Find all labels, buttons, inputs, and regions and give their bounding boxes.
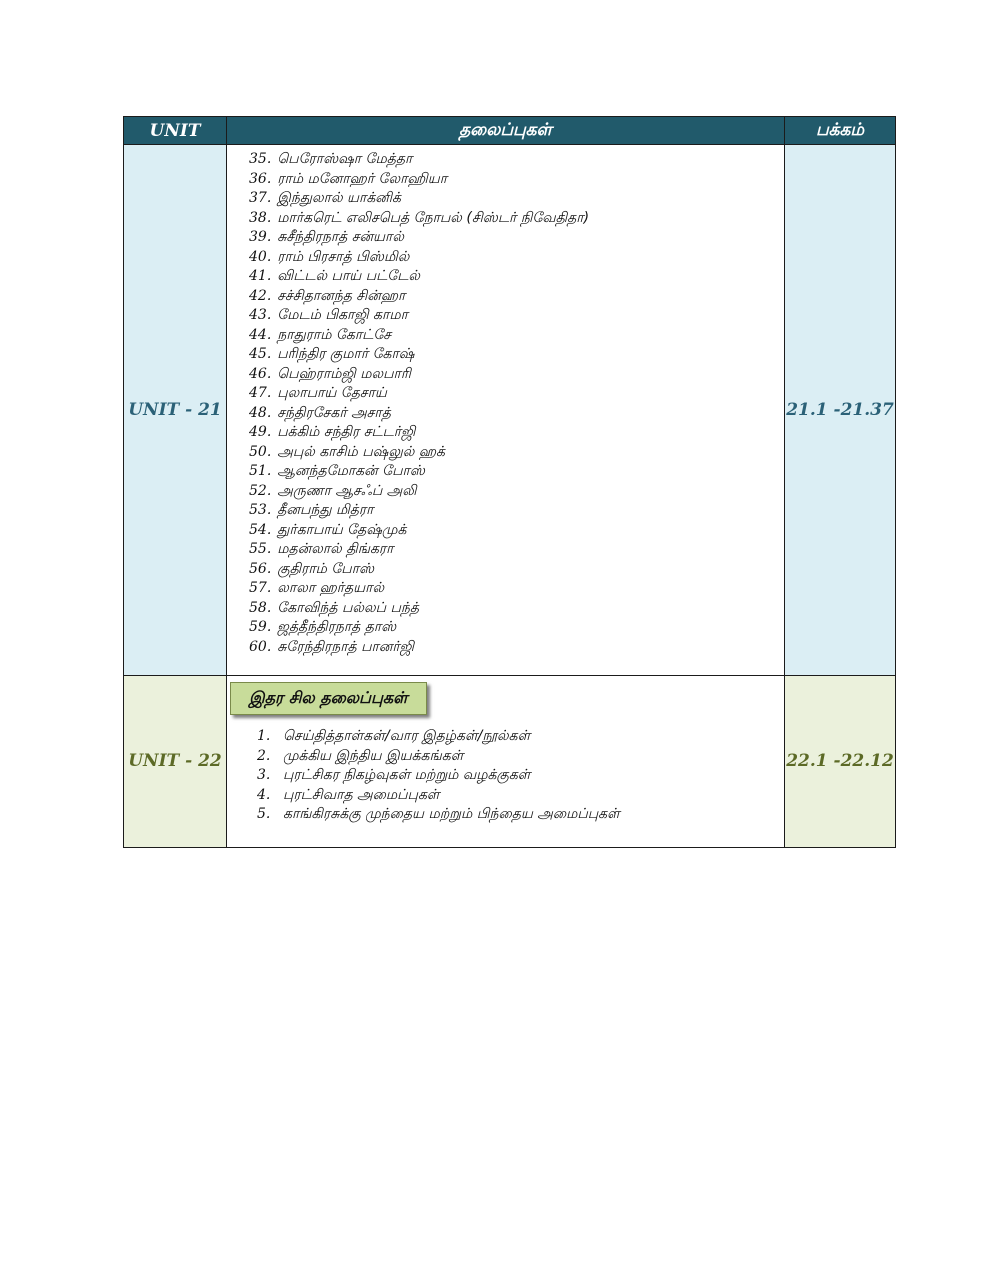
- item-text: சந்திரசேகர் அசாத்: [277, 404, 391, 421]
- item-text: குதிராம் போஸ்: [277, 560, 375, 577]
- item-number: 2.: [257, 747, 271, 764]
- item-number: 5.: [257, 806, 271, 822]
- item-text: புரட்சிவாத அமைப்புகள்: [283, 786, 440, 803]
- item-text: ராம் மனோஹர் லோஹியா: [277, 170, 448, 187]
- header-unit: UNIT: [124, 117, 227, 145]
- item-number: 36.: [249, 170, 272, 187]
- item-number: 56.: [249, 560, 272, 577]
- item-text: மதன்லால் திங்கரா: [277, 541, 394, 557]
- list-item: [249, 423, 784, 443]
- item-number: 38.: [249, 209, 272, 226]
- item-text: பரிந்திர குமார் கோஷ்: [277, 346, 415, 362]
- item-number: 58.: [249, 599, 272, 616]
- list-item: [257, 747, 784, 767]
- list-item: [249, 540, 784, 560]
- page-range: 21.1 -21.37: [785, 145, 896, 676]
- item-text: விட்டல் பாய் பட்டேல்: [277, 268, 420, 284]
- item-number: 53.: [249, 502, 272, 518]
- list-item: [257, 766, 784, 786]
- item-text: ஆனந்தமோகன் போஸ்: [277, 463, 425, 479]
- item-text: துர்காபாய் தேஷ்முக்: [277, 521, 407, 538]
- item-text: புலாபாய் தேசாய்: [277, 385, 387, 401]
- item-number: 59.: [249, 619, 272, 635]
- item-number: 1.: [257, 728, 271, 744]
- table-row-unit-21: [124, 145, 896, 676]
- list-item: [249, 326, 784, 346]
- item-number: 4.: [257, 786, 271, 803]
- list-item: [249, 345, 784, 365]
- list-item: [249, 560, 784, 580]
- item-text: தீனபந்து மித்ரா: [277, 502, 374, 518]
- list-item: [249, 189, 784, 209]
- subheading-box: இதர சில தலைப்புகள்: [230, 682, 427, 715]
- item-number: 35.: [249, 151, 272, 167]
- item-number: 37.: [249, 190, 272, 206]
- list-item: [249, 482, 784, 502]
- list-item: [249, 579, 784, 599]
- list-item: [249, 287, 784, 307]
- header-page: பக்கம்: [785, 117, 896, 145]
- item-number: 42.: [249, 287, 272, 304]
- list-item: [249, 248, 784, 268]
- list-item: [249, 209, 784, 229]
- list-item: [249, 443, 784, 463]
- item-text: சுசீந்திரநாத் சன்யால்: [277, 229, 404, 245]
- item-text: லாலா ஹர்தயால்: [277, 580, 385, 596]
- list-item: [249, 404, 784, 424]
- item-number: 52.: [249, 482, 272, 499]
- contents-table: [123, 116, 896, 848]
- topic-list: [227, 145, 784, 675]
- item-number: 43.: [249, 307, 272, 323]
- list-item: [257, 786, 784, 806]
- list-item: [249, 618, 784, 638]
- item-number: 46.: [249, 365, 272, 382]
- header-row: [124, 117, 896, 145]
- list-item: [249, 638, 784, 658]
- item-text: பக்கிம் சந்திர சட்டர்ஜி: [277, 424, 416, 440]
- item-number: 60.: [249, 638, 272, 655]
- item-text: காங்கிரசுக்கு முந்தைய மற்றும் பிந்தைய அமைப்புகள்: [283, 806, 620, 822]
- list-item: [249, 365, 784, 385]
- item-text: அருணா ஆசஃப் அலி: [277, 482, 417, 499]
- list-item: [249, 170, 784, 190]
- item-text: ராம் பிரசாத் பிஸ்மில்: [277, 248, 410, 265]
- item-text: நாதுராம் கோட்சே: [277, 326, 392, 343]
- unit-label: UNIT - 21: [124, 145, 227, 676]
- item-number: 39.: [249, 229, 272, 245]
- item-text: செய்தித்தாள்கள்/வார இதழ்கள்/நூல்கள்: [283, 728, 531, 744]
- item-number: 48.: [249, 404, 272, 421]
- list-item: [249, 228, 784, 248]
- item-number: 44.: [249, 326, 272, 343]
- item-text: மார்கரெட் எலிசபெத் நோபல் (சிஸ்டர் நிவேதிதா): [277, 209, 590, 226]
- item-number: 54.: [249, 521, 272, 538]
- item-number: 49.: [249, 424, 272, 440]
- item-number: 51.: [249, 463, 272, 479]
- item-number: 40.: [249, 248, 272, 265]
- list-item: [249, 384, 784, 404]
- header-topics: தலைப்புகள்: [227, 117, 785, 145]
- list-item: [249, 306, 784, 326]
- topic-list: [227, 715, 784, 847]
- item-text: முக்கிய இந்திய இயக்கங்கள்: [283, 747, 464, 764]
- item-number: 55.: [249, 541, 272, 557]
- item-number: 45.: [249, 346, 272, 362]
- topics-cell: [227, 145, 785, 676]
- item-text: இந்துலால் யாக்னிக்: [277, 190, 401, 206]
- list-item: [249, 501, 784, 521]
- list-item: [249, 521, 784, 541]
- item-text: கோவிந்த் பல்லப் பந்த்: [277, 599, 420, 616]
- item-number: 41.: [249, 268, 272, 284]
- item-number: 47.: [249, 385, 272, 401]
- table-row-unit-22: [124, 676, 896, 848]
- item-number: 3.: [257, 767, 271, 783]
- list-item: [249, 267, 784, 287]
- item-text: அபுல் காசிம் பஷ்லுல் ஹக்: [277, 443, 445, 460]
- item-text: பெஹ்ராம்ஜி மலபாரி: [277, 365, 411, 382]
- item-text: மேடம் பிகாஜி காமா: [277, 307, 408, 323]
- unit-label: UNIT - 22: [124, 676, 227, 848]
- item-number: 57.: [249, 580, 272, 596]
- item-text: ஜத்தீந்திரநாத் தாஸ்: [277, 619, 397, 635]
- item-text: புரட்சிகர நிகழ்வுகள் மற்றும் வழக்குகள்: [283, 767, 531, 783]
- item-number: 50.: [249, 443, 272, 460]
- list-item: [249, 462, 784, 482]
- page-range: 22.1 -22.12: [785, 676, 896, 848]
- list-item: [257, 727, 784, 747]
- list-item: [257, 805, 784, 825]
- topics-cell: [227, 676, 785, 848]
- list-item: [249, 599, 784, 619]
- item-text: சச்சிதானந்த சின்ஹா: [277, 287, 406, 304]
- item-text: சுரேந்திரநாத் பானர்ஜி: [277, 638, 414, 655]
- item-text: பெரோஸ்ஷா மேத்தா: [277, 151, 413, 167]
- list-item: [249, 150, 784, 170]
